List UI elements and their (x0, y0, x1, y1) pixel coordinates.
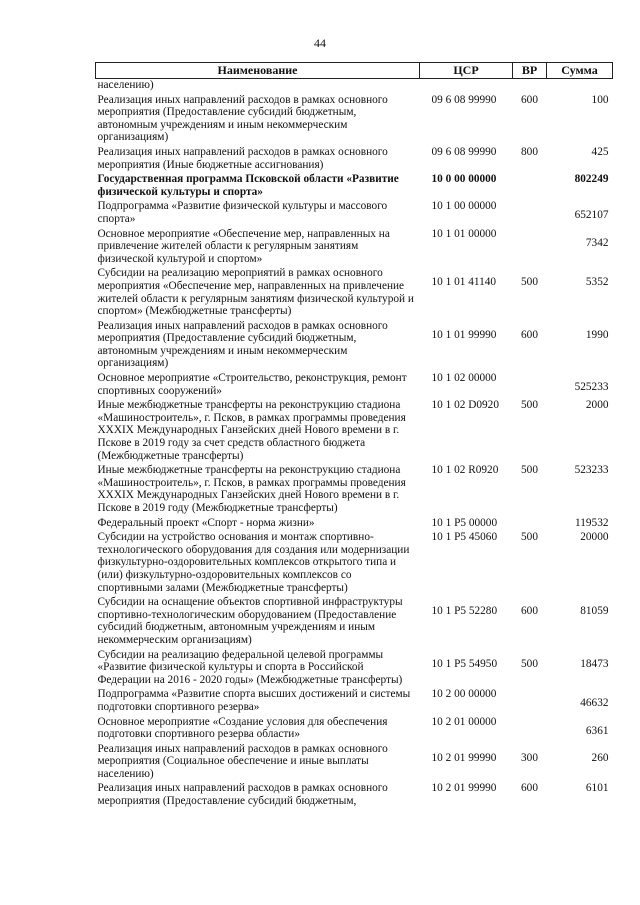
row-csr: 10 1 P5 54950 (431, 657, 498, 670)
row-name: Основное мероприятие «Строительство, реконструкция, ремонт спортивных сооружений» (97, 372, 407, 397)
table-row (96, 716, 613, 743)
row-vr (513, 517, 547, 532)
table-row (96, 782, 613, 809)
row-vr (513, 688, 547, 715)
row-sum: 802249 (574, 173, 609, 186)
table-row (96, 399, 613, 464)
row-sum: 18473 (580, 657, 609, 670)
page-number: 44 (314, 36, 326, 50)
row-csr: 10 1 01 00000 (431, 227, 497, 240)
row-name: Иные межбюджетные трансферты на реконструкцию стадиона «Машиностроитель», г. Псков, в рамках программы проведения XXXIX Международных Ганзейских дней Нового времени в г. Пскове в 2019 году (Межбюджетные трансферты) (97, 464, 406, 514)
table-row (96, 267, 613, 319)
table-row (96, 517, 613, 532)
row-vr: 500 (521, 276, 538, 289)
row-csr: 10 1 02 R0920 (431, 464, 499, 477)
table-row (96, 688, 613, 715)
row-sum: 6361 (585, 724, 609, 737)
budget-table-container (95, 62, 612, 810)
row-vr (513, 173, 547, 200)
row-csr: 10 1 00 00000 (431, 200, 497, 213)
table-row (96, 372, 613, 399)
header-vr: ВР (513, 63, 547, 79)
row-sum: 525233 (574, 381, 609, 394)
row-sum: 260 (591, 751, 609, 764)
row-name: Основное мероприятие «Обеспечение мер, направленных на привлечение жителей области к регулярным занятиям физической культурой и спортом» (97, 227, 390, 265)
row-sum: 7342 (585, 236, 609, 249)
row-name: Субсидии на реализацию федеральной целевой программы «Развитие физической культуры и спорта в Российской Федерации на 2016 - 2020 годы» (Межбюджетные трансферты) (97, 648, 403, 686)
row-vr (513, 79, 547, 94)
row-csr: 10 1 02 D0920 (431, 399, 499, 412)
row-sum: 20000 (580, 531, 609, 544)
table-row (96, 94, 613, 146)
row-sum: 5352 (585, 276, 609, 289)
row-csr: 10 0 00 00000 (431, 173, 497, 186)
row-csr: 10 1 02 00000 (431, 372, 497, 385)
row-sum: 119532 (575, 516, 609, 529)
row-name: Субсидии на реализацию мероприятий в рамках основного мероприятия «Обеспечение мер, направленных на привлечение жителей области к регулярным занятиям физической культурой и спортом» (Межбюджетные трансферты) (97, 267, 414, 318)
row-name: Основное мероприятие «Создание условия для обеспечения подготовки спортивного резерва области» (97, 715, 388, 741)
row-sum: 1990 (585, 328, 609, 341)
row-csr: 10 1 01 41140 (431, 276, 497, 289)
budget-table (95, 62, 613, 810)
row-vr: 800 (521, 145, 538, 158)
row-vr: 500 (521, 531, 538, 544)
row-vr: 600 (521, 328, 538, 341)
row-name: Реализация иных направлений расходов в рамках основного мероприятия (Предоставление субсидий бюджетным, автономным учреждениям и иным некоммерческим организациям) (97, 319, 388, 370)
row-csr: 10 1 01 99990 (431, 328, 497, 341)
table-row (96, 320, 613, 372)
table-row (96, 79, 613, 94)
row-csr: 10 2 01 99990 (431, 751, 497, 764)
table-row (96, 173, 613, 200)
table-row (96, 649, 613, 689)
row-csr: 09 6 08 99990 (431, 145, 497, 158)
row-vr: 600 (521, 93, 538, 106)
row-csr: 10 1 P5 52280 (431, 605, 498, 618)
row-sum: 100 (591, 93, 609, 106)
row-name: Реализация иных направлений расходов в рамках основного мероприятия (Предоставление субсидий бюджетным, (97, 782, 388, 808)
row-sum: 523233 (574, 464, 609, 477)
row-name: Реализация иных направлений расходов в рамках основного мероприятия (Иные бюджетные ассигнования) (97, 145, 388, 171)
row-sum (547, 79, 613, 94)
row-sum: 46632 (580, 697, 609, 710)
row-name: Реализация иных направлений расходов в рамках основного мероприятия (Предоставление субсидий бюджетным, автономным учреждениям и иным некоммерческим организациям) (97, 93, 388, 144)
row-vr: 600 (521, 605, 538, 618)
row-name: Субсидии на устройство основания и монтаж спортивно-технологического оборудования для создания или модернизации физкультурно-оздоровительных комплексов открытого типа и (или) физкультурно-оздоровительных комплексов со спортивными залами (Межбюджетные трансферты) (97, 531, 410, 594)
table-row (96, 596, 613, 648)
row-name: Субсидии на оснащение объектов спортивной инфраструктуры спортивно-технологическим оборудованием (Предоставление субсидий бюджетным, автономным учреждениям и иным некоммерческим организациям) (97, 596, 403, 646)
row-name: Федеральный проект «Спорт - норма жизни» (97, 516, 315, 529)
row-name: Иные межбюджетные трансферты на реконструкцию стадиона «Машиностроитель», г. Псков, в рамках программы проведения XXXIX Международных Ганзейских дней Нового времени в г. Пскове в 2019 году за счет средств областного бюджета (Межбюджетные трансферты) (97, 399, 406, 462)
row-csr: 10 1 P5 00000 (431, 516, 498, 529)
table-row (96, 743, 613, 783)
row-vr (513, 372, 547, 399)
table-body (96, 79, 613, 810)
row-vr (513, 716, 547, 743)
row-name: Подпрограмма «Развитие спорта высших достижений и системы подготовки спортивного резерва» (97, 688, 411, 713)
table-row (96, 228, 613, 268)
table-row (96, 464, 613, 516)
row-sum: 425 (591, 145, 609, 158)
table-header-row (96, 63, 613, 79)
row-csr: 10 1 P5 45060 (431, 531, 498, 544)
header-name: Наименование (96, 63, 420, 79)
row-vr: 500 (521, 464, 538, 477)
table-row (96, 531, 613, 596)
row-sum: 81059 (580, 605, 609, 618)
row-name: Реализация иных направлений расходов в рамках основного мероприятия (Социальное обеспечение и иные выплаты населению) (97, 742, 388, 780)
row-csr: 09 6 08 99990 (431, 93, 497, 106)
row-name: населению) (97, 79, 154, 91)
row-sum: 652107 (574, 209, 609, 222)
header-csr: ЦСР (420, 63, 513, 79)
row-csr: 10 2 01 99990 (431, 782, 497, 795)
table-row (96, 200, 613, 227)
row-vr: 500 (521, 399, 538, 412)
row-csr: 10 2 00 00000 (431, 688, 497, 701)
table-row (96, 146, 613, 173)
row-vr (513, 200, 547, 227)
row-name: Подпрограмма «Развитие физической культуры и массового спорта» (97, 200, 388, 225)
row-sum: 6101 (585, 782, 609, 795)
header-sum: Сумма (547, 63, 613, 79)
row-csr (420, 79, 513, 94)
row-name: Государственная программа Псковской области «Развитие физической культуры и спорта» (97, 173, 399, 198)
row-vr (513, 228, 547, 268)
row-sum: 2000 (585, 399, 609, 412)
row-vr: 600 (521, 782, 538, 795)
row-vr: 500 (521, 657, 538, 670)
row-csr: 10 2 01 00000 (431, 715, 497, 728)
row-vr: 300 (521, 751, 538, 764)
